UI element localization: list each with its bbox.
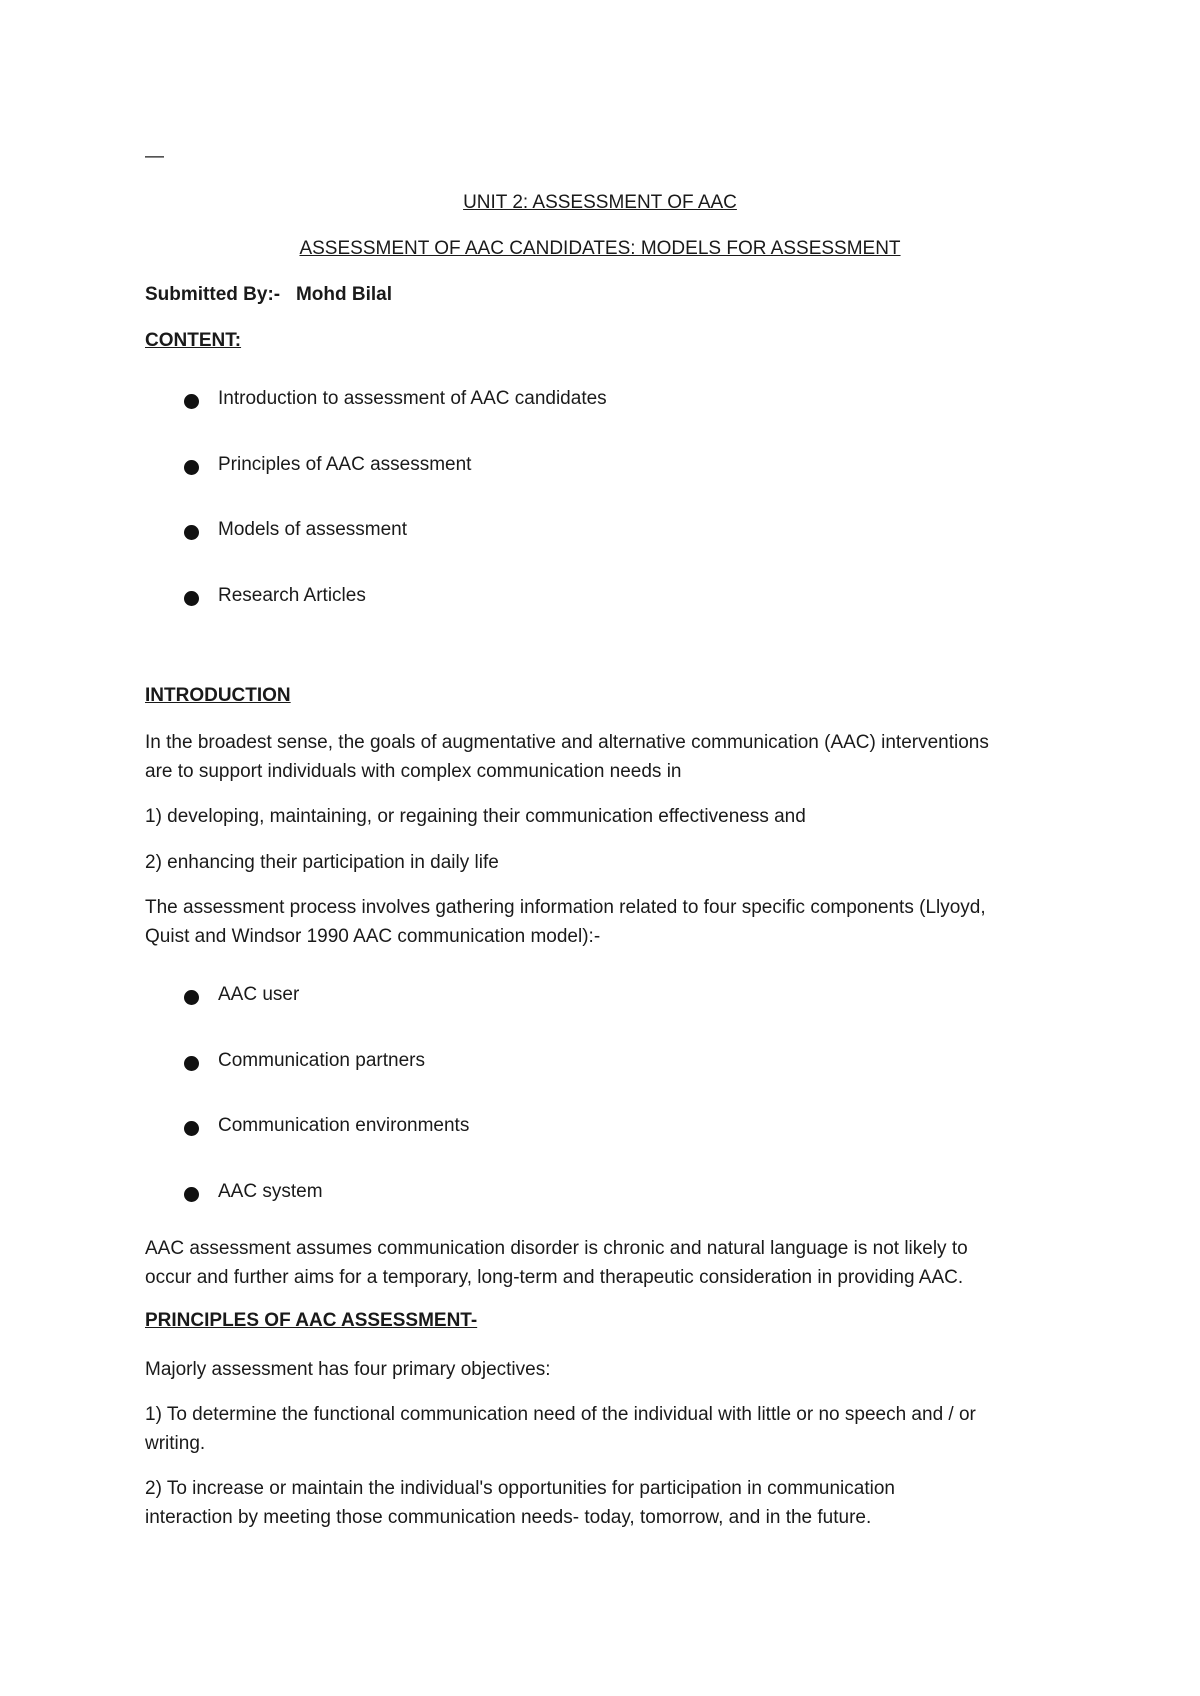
list-item-text: Communication environments [218,1115,470,1136]
intro-paragraph-4-line-2: Quist and Windsor 1990 AAC communication model):- [145,926,601,947]
list-item-text: AAC system [218,1181,323,1202]
submitted-name: Mohd Bilal [295,284,393,305]
intro-paragraph-2: 1) developing, maintaining, or regaining their communication effectiveness and [145,806,806,827]
bullet-icon [184,525,199,540]
submitted-label: Submitted By:- [145,284,281,305]
introduction-heading: INTRODUCTION [145,685,291,706]
list-item-text: Models of assessment [218,519,408,540]
principles-paragraph-2-line-2: writing. [145,1433,206,1454]
principles-paragraph-2-line-1: 1) To determine the functional communication need of the individual with little or no speech and / or [145,1404,976,1425]
bullet-icon [184,1187,199,1202]
bullet-icon [184,990,199,1005]
bullet-icon [184,591,199,606]
list-item-text: AAC user [218,984,300,1005]
principles-paragraph-1: Majorly assessment has four primary objectives: [145,1359,551,1380]
document-subtitle: ASSESSMENT OF AAC CANDIDATES: MODELS FOR ASSESSMENT [299,238,901,259]
intro-paragraph-5-line-1: AAC assessment assumes communication disorder is chronic and natural language is not likely to [145,1238,968,1259]
submitted-by-line [145,284,392,306]
bullet-icon [184,394,199,409]
bullet-icon [184,460,199,475]
intro-paragraph-1-line-1: In the broadest sense, the goals of augmentative and alternative communication (AAC) interventions [145,732,989,753]
top-dash: — [145,146,164,167]
list-item-text: Communication partners [218,1050,425,1071]
principles-heading: PRINCIPLES OF AAC ASSESSMENT- [145,1310,478,1331]
intro-paragraph-5-line-2: occur and further aims for a temporary, long-term and therapeutic consideration in providing AAC. [145,1267,964,1288]
list-item-text: Research Articles [218,585,366,606]
intro-paragraph-1-line-2: are to support individuals with complex communication needs in [145,761,682,782]
principles-paragraph-3-line-1: 2) To increase or maintain the individual's opportunities for participation in communication [145,1478,895,1499]
principles-paragraph-3-line-2: interaction by meeting those communication needs- today, tomorrow, and in the future. [145,1507,872,1528]
unit-title: UNIT 2: ASSESSMENT OF AAC [463,192,737,213]
list-item-text: Principles of AAC assessment [218,454,472,475]
list-item-text: Introduction to assessment of AAC candidates [218,388,607,409]
bullet-icon [184,1121,199,1136]
bullet-icon [184,1056,199,1071]
intro-paragraph-4-line-1: The assessment process involves gathering information related to four specific components (Llyoyd, [145,897,986,918]
intro-paragraph-3: 2) enhancing their participation in daily life [145,852,499,873]
content-heading: CONTENT: [145,330,242,351]
